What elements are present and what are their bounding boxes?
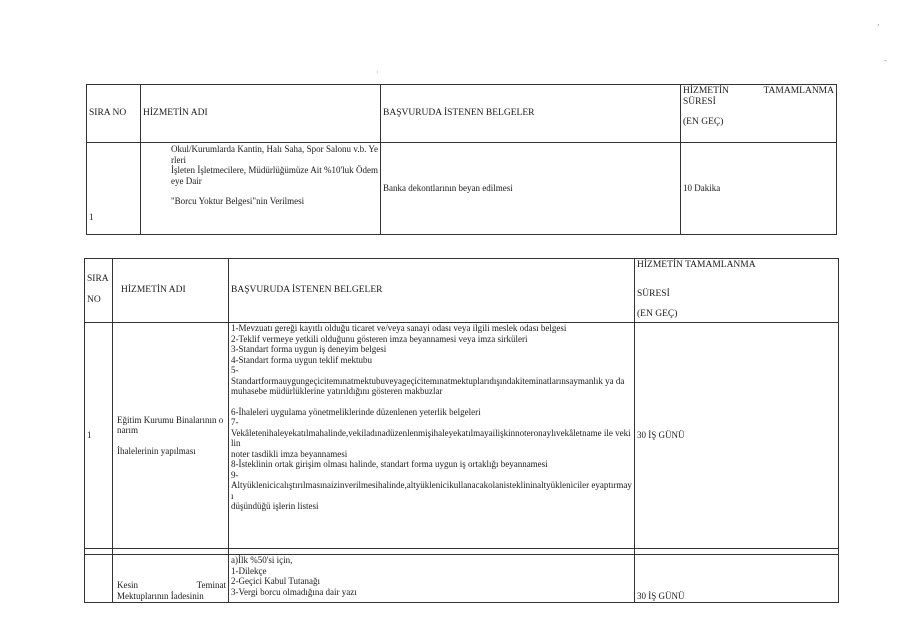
row-hizmet-adi: Kesin Teminat Mektuplarının İadesinin bbox=[113, 555, 229, 603]
table-row bbox=[85, 323, 839, 549]
header-sira-no: SIRA NO bbox=[85, 259, 113, 323]
header-sure: HİZMETİN TAMAMLANMA SÜRESİ (EN GEÇ) bbox=[681, 85, 837, 143]
row-sira: 1 bbox=[85, 323, 113, 549]
header-sure: HİZMETİN TAMAMLANMA SÜRESİ (EN GEÇ) bbox=[635, 259, 839, 323]
row-belgeler: 1-Mevzuatı gereği kayıtlı olduğu ticaret ve/veya sanayi odası veya ilgili meslek odası belgesi 2-Teklif vermeye yetkili olduğunu gösteren imza beyannamesi veya imza sirküleri 3-Standart forma uygun iş deneyim belgesi 4-Standart forma uygun teklif mektubu 5- Standartformauygungeçicitemınatmektubuveyageçicitemınatmektuplarıdışındakiteminatlarınsaymanlık ya da muhasebe müdürlüklerine yatırıldığını gösteren makbuzlar 6-İhaleleri uygulama yönetmeliklerinde düzenlenen yeterlik belgeleri 7- Vekâletenihaleyekatılmahalinde,vekiladınadüzenlenmişihaleyekatılmayailişkinnoteronaylıvekâletname ile vekilin noter tasdikli imza beyannamesi 8-İsteklinin ortak girişim olması halinde, standart forma uygun iş ortaklığı beyannamesi 9- Altyüklenicicalıştırılmasınaizinverilmesihalinde,altyüklenicikullanacakolanisteklininaltyükleniciler eyaptırmayı düşündüğü işlerin listesi bbox=[229, 323, 635, 549]
scan-mark: · bbox=[376, 68, 379, 77]
row-hizmet-adi: Okul/Kurumlarda Kantin, Halı Saha, Spor Salonu v.b. Yerleri İşleten İşletmecilere, Müdürlüğümüze Ait %10'luk Ödemeye Dair "Borcu Yoktur Belgesi"nin Verilmesi bbox=[141, 143, 381, 235]
header-hizmet-adi: HİZMETİN ADI bbox=[113, 259, 229, 323]
row-sure: 30 İŞ GÜNÜ bbox=[635, 323, 839, 549]
header-hizmet-adi: HİZMETİN ADI bbox=[141, 85, 381, 143]
header-belgeler: BAŞVURUDA İSTENEN BELGELER bbox=[229, 259, 635, 323]
service-table-1 bbox=[86, 84, 837, 235]
row-sira: 1 bbox=[87, 143, 141, 235]
row-belgeler: Banka dekontlarının beyan edilmesi bbox=[381, 143, 681, 235]
service-table-2 bbox=[84, 258, 839, 603]
scan-mark: , bbox=[877, 18, 880, 27]
row-belgeler: a)İlk %50'si için, 1-Dilekçe 2-Geçici Kabul Tutanağı 3-Vergi borcu olmadığına dair yazı bbox=[229, 555, 635, 603]
table-row bbox=[85, 555, 839, 603]
header-sira-no: SIRA NO bbox=[87, 85, 141, 143]
row-hizmet-adi: Eğitim Kurumu Binalarının onarım İhalelerinin yapılması bbox=[113, 323, 229, 549]
scan-mark: - bbox=[884, 56, 887, 65]
row-sira bbox=[85, 555, 113, 603]
header-belgeler: BAŞVURUDA İSTENEN BELGELER bbox=[381, 85, 681, 143]
row-sure: 30 İŞ GÜNÜ bbox=[635, 555, 839, 603]
row-sure: 10 Dakika bbox=[681, 143, 837, 235]
table-header-row bbox=[87, 85, 837, 143]
table-row bbox=[87, 143, 837, 235]
table-header-row bbox=[85, 259, 839, 323]
